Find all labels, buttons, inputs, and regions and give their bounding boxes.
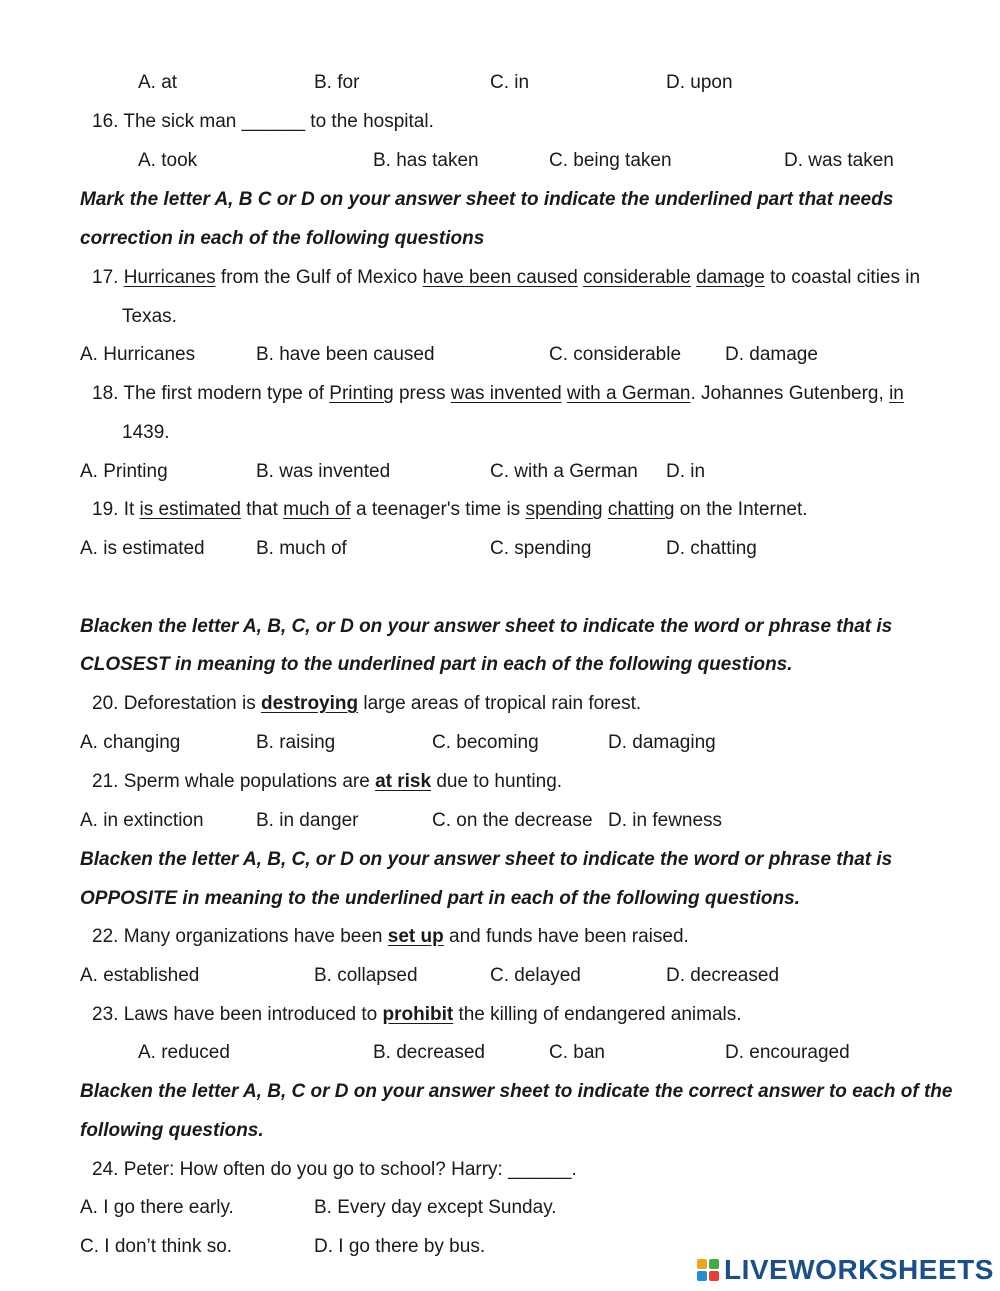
- q17-text: from the Gulf of Mexico: [215, 267, 423, 288]
- instruction-closest-line2: CLOSEST in meaning to the underlined part in each of the following questions.: [80, 654, 793, 675]
- q23-option-b[interactable]: B. decreased: [373, 1042, 485, 1063]
- q17-stem-line2: Texas.: [122, 306, 177, 327]
- q22-text: 22. Many organizations have been: [92, 926, 388, 947]
- q18-part-a: Printing: [329, 383, 394, 404]
- q19-number: 19. It: [92, 499, 140, 520]
- q17-stem: [92, 266, 920, 290]
- q18-option-c[interactable]: C. with a German: [490, 461, 638, 482]
- instruction-error-line2: correction in each of the following questions: [80, 228, 485, 249]
- q15-option-b[interactable]: B. for: [314, 72, 360, 93]
- logo-tile: [709, 1271, 719, 1281]
- q16-stem: 16. The sick man ______ to the hospital.: [92, 111, 434, 132]
- q19-part-b: much of: [283, 499, 351, 520]
- q16-option-a[interactable]: A. took: [138, 150, 198, 171]
- q24-option-b[interactable]: B. Every day except Sunday.: [314, 1197, 557, 1218]
- q17-option-d[interactable]: D. damage: [725, 344, 818, 365]
- q18-option-a[interactable]: A. Printing: [80, 461, 168, 482]
- q19-text: that: [240, 499, 284, 520]
- instruction-correct-line1: Blacken the letter A, B, C or D on your answer sheet to indicate the correct answer to each of the: [80, 1081, 953, 1102]
- q18-option-b[interactable]: B. was invented: [256, 461, 391, 482]
- q23-option-c[interactable]: C. ban: [549, 1042, 605, 1063]
- q18-number: 18.: [92, 383, 119, 404]
- q19-option-c[interactable]: C. spending: [490, 538, 592, 559]
- q21-text: due to hunting.: [431, 771, 563, 792]
- q23-option-a[interactable]: A. reduced: [138, 1042, 230, 1063]
- q23-stem: [92, 1003, 742, 1027]
- q17-part-a: Hurricanes: [123, 267, 216, 288]
- q24-option-d[interactable]: D. I go there by bus.: [314, 1236, 486, 1257]
- q16-option-d[interactable]: D. was taken: [784, 150, 894, 171]
- q18-part-b: was invented: [450, 383, 562, 404]
- q17-part-c: considerable: [583, 267, 691, 288]
- logo-tile: [697, 1271, 707, 1281]
- q19-option-d[interactable]: D. chatting: [666, 538, 757, 559]
- q21-option-a[interactable]: A. in extinction: [80, 810, 204, 831]
- q23-text: the killing of endangered animals.: [453, 1004, 742, 1025]
- q17-part-b: have been caused: [422, 267, 578, 288]
- logo-text: LIVEWORKSHEETS: [724, 1254, 994, 1285]
- q22-option-d[interactable]: D. decreased: [666, 965, 780, 986]
- q20-option-a[interactable]: A. changing: [80, 732, 181, 753]
- q18-part-c: with a German: [566, 383, 691, 404]
- q19-stem: [92, 498, 808, 522]
- q22-text: and funds have been raised.: [443, 926, 689, 947]
- q20-text: 20. Deforestation is: [92, 693, 261, 714]
- instruction-error-line1: Mark the letter A, B C or D on your answer sheet to indicate the underlined part that needs: [80, 189, 894, 210]
- liveworksheets-logo: [697, 1252, 994, 1288]
- q23-text: 23. Laws have been introduced to: [92, 1004, 383, 1025]
- q16-option-c[interactable]: C. being taken: [549, 150, 672, 171]
- logo-tiles-icon: [697, 1259, 719, 1281]
- q23-keyword: prohibit: [382, 1004, 454, 1025]
- q20-option-b[interactable]: B. raising: [256, 732, 336, 753]
- q19-text: a teenager's time is: [350, 499, 526, 520]
- q22-option-a[interactable]: A. established: [80, 965, 200, 986]
- instruction-opposite-line2: OPPOSITE in meaning to the underlined part in each of the following questions.: [80, 888, 800, 909]
- q22-option-c[interactable]: C. delayed: [490, 965, 581, 986]
- q17-option-a[interactable]: A. Hurricanes: [80, 344, 196, 365]
- q22-stem: [92, 925, 689, 949]
- q18-stem-line2: 1439.: [122, 422, 170, 443]
- logo-tile: [697, 1259, 707, 1269]
- q22-option-b[interactable]: B. collapsed: [314, 965, 418, 986]
- q16-option-b[interactable]: B. has taken: [373, 150, 479, 171]
- q19-part-a: is estimated: [139, 499, 241, 520]
- q19-option-a[interactable]: A. is estimated: [80, 538, 205, 559]
- instruction-opposite-line1: Blacken the letter A, B, C, or D on your answer sheet to indicate the word or phrase that is: [80, 849, 893, 870]
- q18-text: . Johannes Gutenberg,: [690, 383, 890, 404]
- q15-option-c[interactable]: C. in: [490, 72, 530, 93]
- instruction-correct-line2: following questions.: [80, 1120, 264, 1141]
- q17-part-d: damage: [696, 267, 765, 288]
- q17-option-c[interactable]: C. considerable: [549, 344, 682, 365]
- q22-keyword: set up: [387, 926, 444, 947]
- q21-keyword: at risk: [375, 771, 432, 792]
- instruction-closest-line1: Blacken the letter A, B, C, or D on your answer sheet to indicate the word or phrase that is: [80, 616, 893, 637]
- q15-option-d[interactable]: D. upon: [666, 72, 733, 93]
- q18-stem: [92, 382, 904, 406]
- q19-text: on the Internet.: [674, 499, 808, 520]
- q17-text: to coastal cities in: [764, 267, 921, 288]
- q18-option-d[interactable]: D. in: [666, 461, 706, 482]
- q17-number: 17.: [92, 267, 119, 288]
- q20-option-c[interactable]: C. becoming: [432, 732, 539, 753]
- q21-option-b[interactable]: B. in danger: [256, 810, 359, 831]
- q21-text: 21. Sperm whale populations are: [92, 771, 376, 792]
- q21-stem: [92, 770, 562, 794]
- q24-option-c[interactable]: C. I don’t think so.: [80, 1236, 233, 1257]
- q19-part-d: chatting: [607, 499, 675, 520]
- q20-text: large areas of tropical rain forest.: [358, 693, 642, 714]
- q15-option-a[interactable]: A. at: [138, 72, 178, 93]
- q18-text: The first modern type of: [118, 383, 330, 404]
- q18-text: press: [393, 383, 451, 404]
- q21-option-d[interactable]: D. in fewness: [608, 810, 723, 831]
- q20-option-d[interactable]: D. damaging: [608, 732, 716, 753]
- q17-option-b[interactable]: B. have been caused: [256, 344, 435, 365]
- q19-option-b[interactable]: B. much of: [256, 538, 347, 559]
- q18-part-d: in: [889, 383, 904, 404]
- q24-option-a[interactable]: A. I go there early.: [80, 1197, 234, 1218]
- q20-keyword: destroying: [260, 693, 359, 714]
- logo-tile: [709, 1259, 719, 1269]
- q24-stem: 24. Peter: How often do you go to school? Harry: ______.: [92, 1159, 577, 1180]
- q19-part-c: spending: [525, 499, 603, 520]
- q20-stem: [92, 692, 641, 716]
- q21-option-c[interactable]: C. on the decrease: [432, 810, 593, 831]
- q23-option-d[interactable]: D. encouraged: [725, 1042, 850, 1063]
